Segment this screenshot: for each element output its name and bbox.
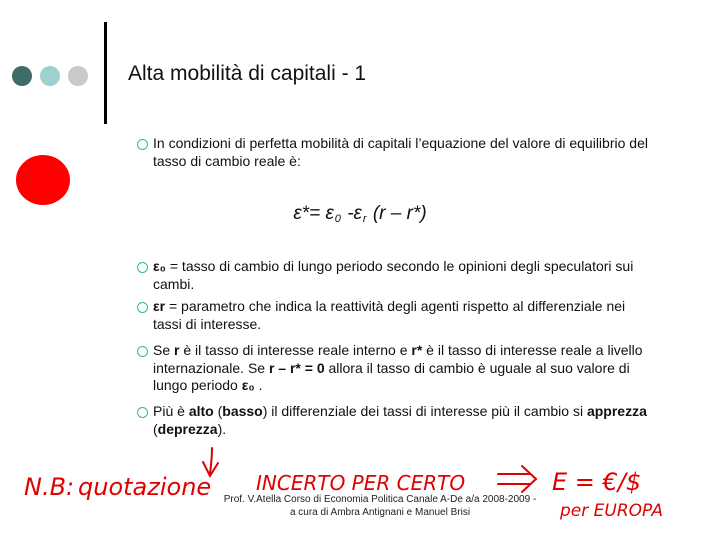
text-part: ) il differenziale dei tassi di interesse più il cambio si [262,403,587,419]
hand-formula: E = €/$ [552,468,642,496]
hand-per-europa: per EUROPA [560,501,664,521]
bullet-text: = parametro che indica la reattività degli agenti rispetto al differenziale nei tassi di interesse. [153,298,626,332]
equation-mid: -ε [341,203,362,224]
text-part: . [254,377,263,393]
hand-implies-arrow-icon [498,466,536,492]
text-part: Più è [153,403,189,419]
equation-lhs: ε*= ε [293,203,334,224]
hand-quotazione: quotazione [78,473,212,501]
equation-sub-0: 0 [334,213,341,225]
hand-incerto-per-certo: INCERTO PER CERTO [256,471,466,495]
bold-deprezza: deprezza [157,420,218,437]
text-part: è il tasso di interesse reale interno e [179,342,412,358]
bold-alto: alto [188,403,214,419]
text-part: allora il tasso di cambio è uguale al suo valore di lungo periodo [153,359,630,393]
hand-nb: N.B: [24,473,75,501]
hand-arrow-down-icon [203,448,218,476]
bullet-text: = tasso di cambio di lungo periodo secondo le opinioni degli speculatori sui cambi. [153,258,634,292]
text-part: ( [213,403,223,419]
equation-sub-r: r [362,213,367,225]
bold-r-star: r* [411,342,423,358]
symbol-epsilon-0: ε₀ [153,258,166,274]
bold-apprezza: apprezza [586,403,647,419]
text-part: ( [153,420,158,437]
slide-footer [200,493,560,519]
bold-r: r [174,342,180,358]
text-part: è il tasso di interesse reale a livello internazionale. Se [153,342,643,376]
bold-basso: basso [222,403,263,419]
bold-condition: r – r* = 0 [268,359,325,376]
slide-title: Alta mobilità di capitali - 1 [128,62,367,85]
footer-line-1: Prof. V.Atella Corso di Economia Politica Canale A-De a/a 2008-2009 - [223,494,537,505]
footer-line-2: a cura di Ambra Antignani e Manuel Brisi [289,507,471,518]
text-part: Se [153,342,175,358]
symbol-epsilon-r: εr [153,298,166,314]
text-part: ). [217,420,227,437]
intro-text: In condizioni di perfetta mobilità di capitali l’equazione del valore di equilibrio del tasso di cambio reale è: [153,135,648,169]
bold-epsilon-0: ε₀ [241,377,255,393]
equation-rhs: (r – r*) [367,203,427,224]
